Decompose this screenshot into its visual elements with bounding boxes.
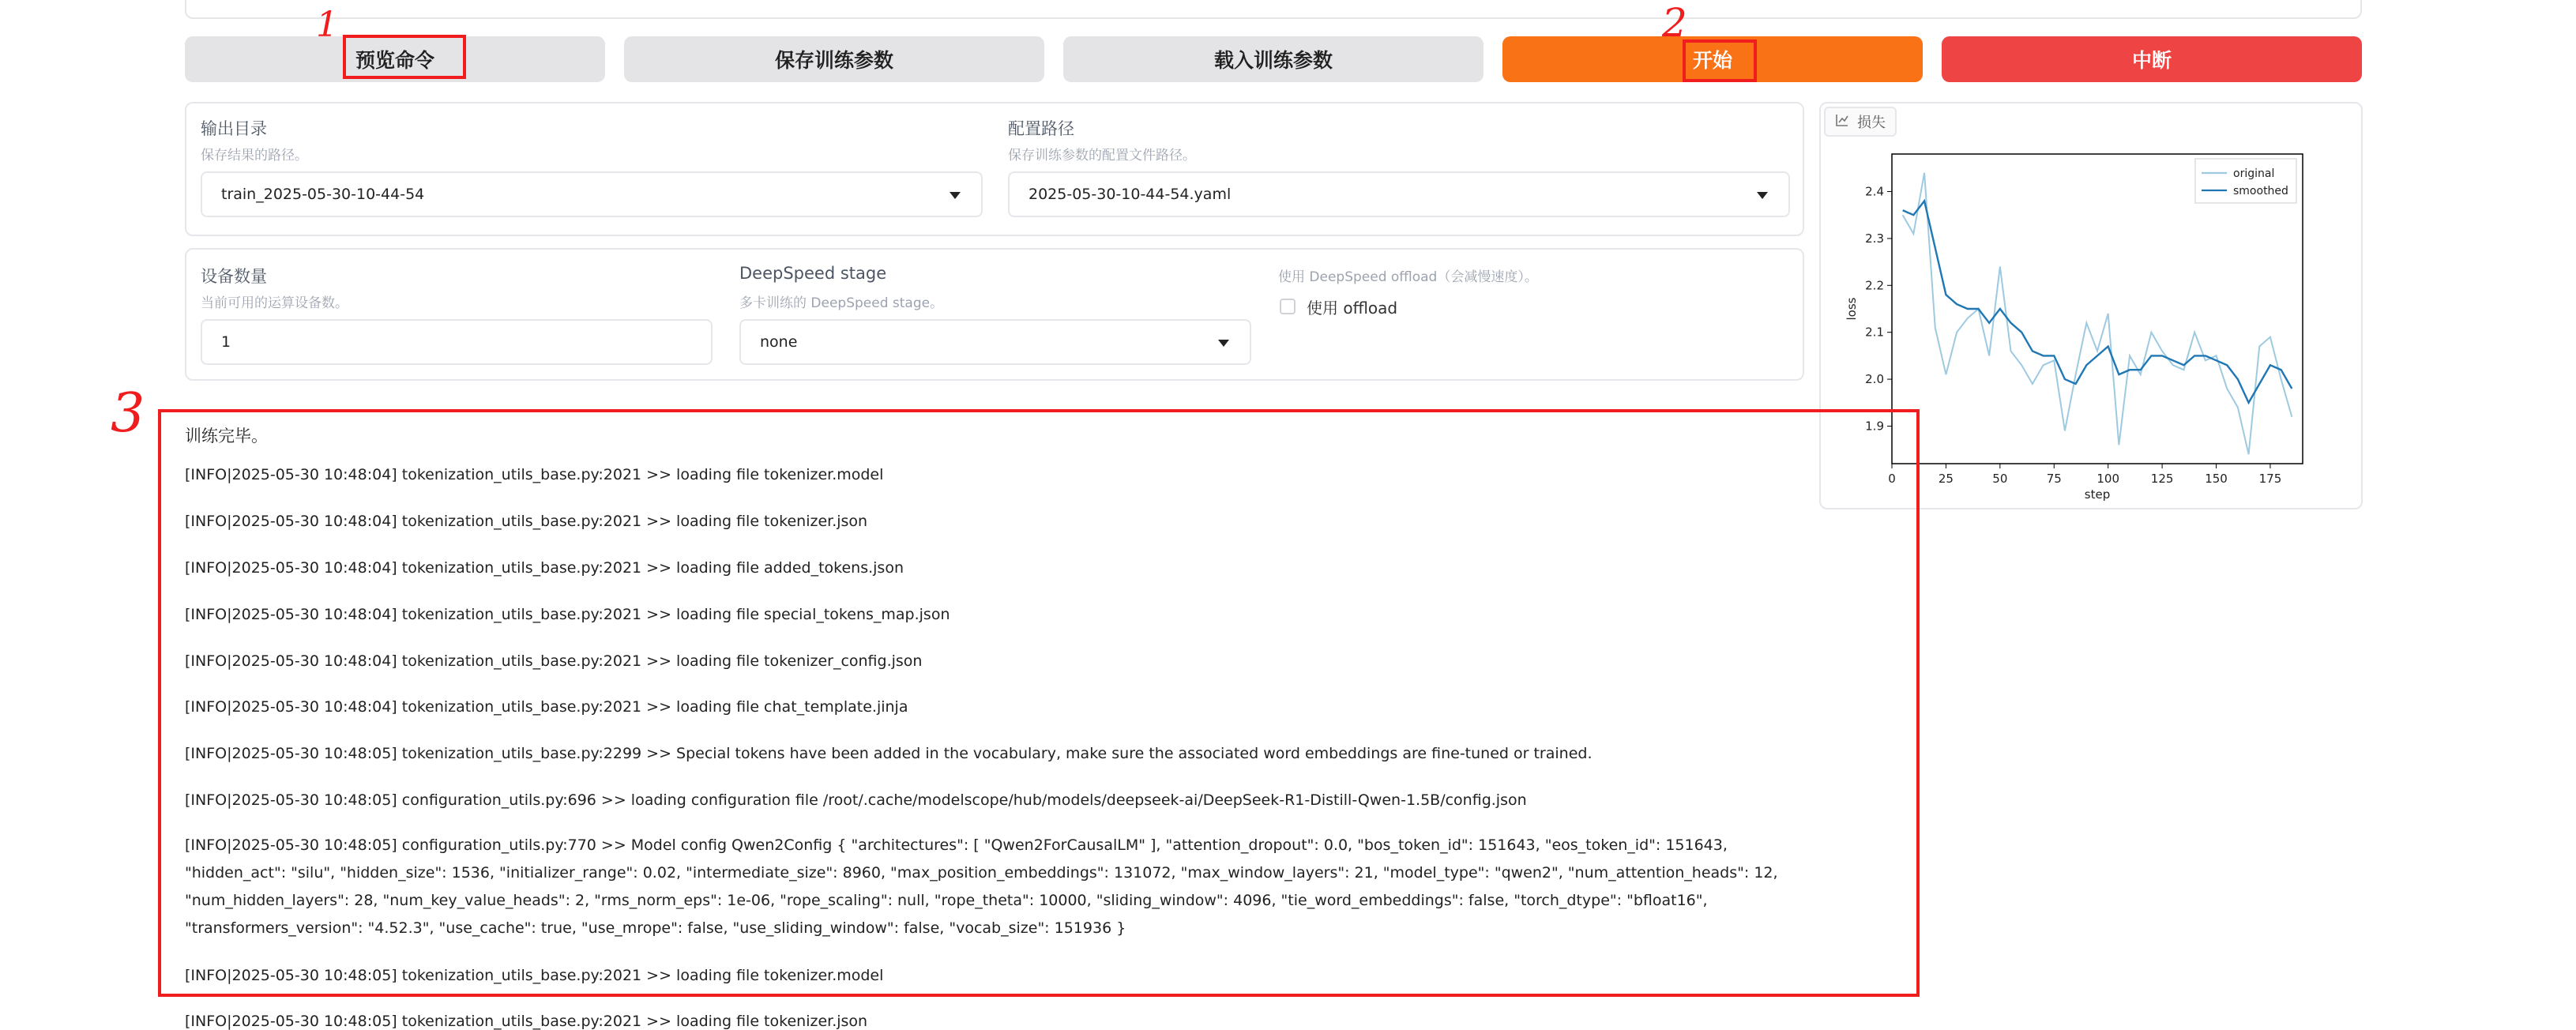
log-line: [INFO|2025-05-30 10:48:04] tokenization_utils_base.py:2021 >> loading file special_tokens_map.json [185,606,950,623]
output-config-panel [185,102,1804,236]
output-dir-dropdown[interactable] [201,171,983,217]
ds-stage-value: none [760,333,798,351]
config-path-dropdown[interactable] [1008,171,1790,217]
y-axis-label: loss [1845,297,1859,321]
y-tick-label: 2.0 [1865,372,1884,387]
chevron-down-icon [1218,340,1229,347]
output-dir-info: 保存结果的路径。 [201,148,308,164]
device-count-input[interactable] [201,319,713,365]
annotation-number-two: 2 [1662,0,1687,46]
log-line: [INFO|2025-05-30 10:48:04] tokenization_utils_base.py:2021 >> loading file chat_template.jinja [185,698,908,716]
chevron-down-icon [1757,192,1768,199]
x-tick-label: 100 [2097,472,2120,486]
device-count-label: 设备数量 [201,267,267,286]
x-tick-label: 150 [2205,472,2228,486]
ds-offload-checkbox[interactable] [1280,299,1296,314]
y-tick-label: 1.9 [1865,419,1884,434]
config-path-value: 2025-05-30-10-44-54.yaml [1029,186,1232,203]
ds-offload-label: 使用 offload [1307,299,1398,318]
output-dir-label: 输出目录 [201,119,267,138]
annotation-box-preview [343,35,466,79]
annotation-box-start [1683,39,1757,82]
device-deepspeed-panel [185,248,1804,381]
log-line: [INFO|2025-05-30 10:48:04] tokenization_utils_base.py:2021 >> loading file tokenizer.model [185,466,884,483]
start-button[interactable]: 开始 [1502,36,1923,82]
log-line: [INFO|2025-05-30 10:48:04] tokenization_utils_base.py:2021 >> loading file tokenizer_config.json [185,652,923,670]
x-tick-label: 25 [1938,472,1954,486]
ds-stage-info: 多卡训练的 DeepSpeed stage。 [739,295,944,311]
ds-stage-label: DeepSpeed stage [739,264,887,283]
y-tick-label: 2.2 [1865,278,1884,293]
x-tick-label: 175 [2258,472,2282,486]
log-line: [INFO|2025-05-30 10:48:05] tokenization_utils_base.py:2299 >> Special tokens have been added in the vocabulary, make sure the associated word embeddings are fine-tuned or trained. [185,745,1593,762]
x-tick-label: 125 [2150,472,2174,486]
legend-label: original [2233,167,2275,180]
annotation-number-one: 1 [316,5,338,45]
log-line: [INFO|2025-05-30 10:48:05] configuration_utils.py:696 >> loading configuration file /root/.cache/modelscope/hub/models/deepseek-ai/DeepSeek-R1-Distill-Qwen-1.5B/config.json [185,791,1527,809]
save-args-button[interactable]: 保存训练参数 [624,36,1044,82]
y-tick-label: 2.1 [1865,325,1884,340]
log-status: 训练完毕。 [185,427,268,445]
preview-command-button[interactable]: 预览命令 [185,36,605,82]
chart-tab-label: 损失 [1857,115,1886,131]
x-tick-label: 0 [1888,472,1896,486]
chevron-down-icon [950,192,961,199]
x-axis-label: step [2084,487,2111,502]
ds-offload-info: 使用 DeepSpeed offload（会减慢速度）。 [1278,269,1538,285]
x-tick-label: 50 [1992,472,2008,486]
output-dir-value: train_2025-05-30-10-44-54 [221,186,425,203]
x-tick-label: 75 [2046,472,2062,486]
top-panel-remnant [185,0,2362,19]
device-count-value: 1 [221,333,231,351]
annotation-box-log [158,409,1920,997]
load-args-button[interactable]: 载入训练参数 [1063,36,1484,82]
log-model-config: [INFO|2025-05-30 10:48:05] configuration_utils.py:770 >> Model config Qwen2Config { "architectures": [ "Qwen2ForCausalLM" ], "attention_dropout": 0.0, "bos_token_id": 151643, "eos_token_id": 151643, "hidden_act": "silu", "hidden_size": 1536, "initializer_range": 0.02, "intermediate_size": 8960, "max_position_embeddings": 131072, "max_window_layers": 21, "model_type": "qwen2", "num_attention_heads": 12, "num_hidden_layers": 28, "num_key_value_heads": 2, "rms_norm_eps": 1e-06, "rope_scaling": null, "rope_theta": 10000, "sliding_window": 4096, "tie_word_embeddings": false, "torch_dtype": "bfloat16", "transformers_version": "4.52.3", "use_cache": true, "use_mrope": false, "use_sliding_window": false, "vocab_size": 151936 } [185,836,1778,937]
y-tick-label: 2.3 [1865,231,1884,246]
log-line: [INFO|2025-05-30 10:48:05] tokenization_utils_base.py:2021 >> loading file tokenizer.json [185,1013,868,1030]
ds-stage-dropdown[interactable] [739,319,1251,365]
device-count-info: 当前可用的运算设备数。 [201,295,348,311]
log-line: [INFO|2025-05-30 10:48:05] tokenization_utils_base.py:2021 >> loading file tokenizer.model [185,967,884,984]
log-line: [INFO|2025-05-30 10:48:04] tokenization_utils_base.py:2021 >> loading file added_tokens.json [185,559,904,577]
annotation-number-three: 3 [111,382,145,445]
abort-button[interactable]: 中断 [1942,36,2362,82]
log-line: [INFO|2025-05-30 10:48:04] tokenization_utils_base.py:2021 >> loading file tokenizer.json [185,513,868,530]
config-path-label: 配置路径 [1008,119,1074,138]
y-tick-label: 2.4 [1865,184,1884,199]
legend-label: smoothed [2233,185,2288,197]
config-path-info: 保存训练参数的配置文件路径。 [1008,148,1196,164]
